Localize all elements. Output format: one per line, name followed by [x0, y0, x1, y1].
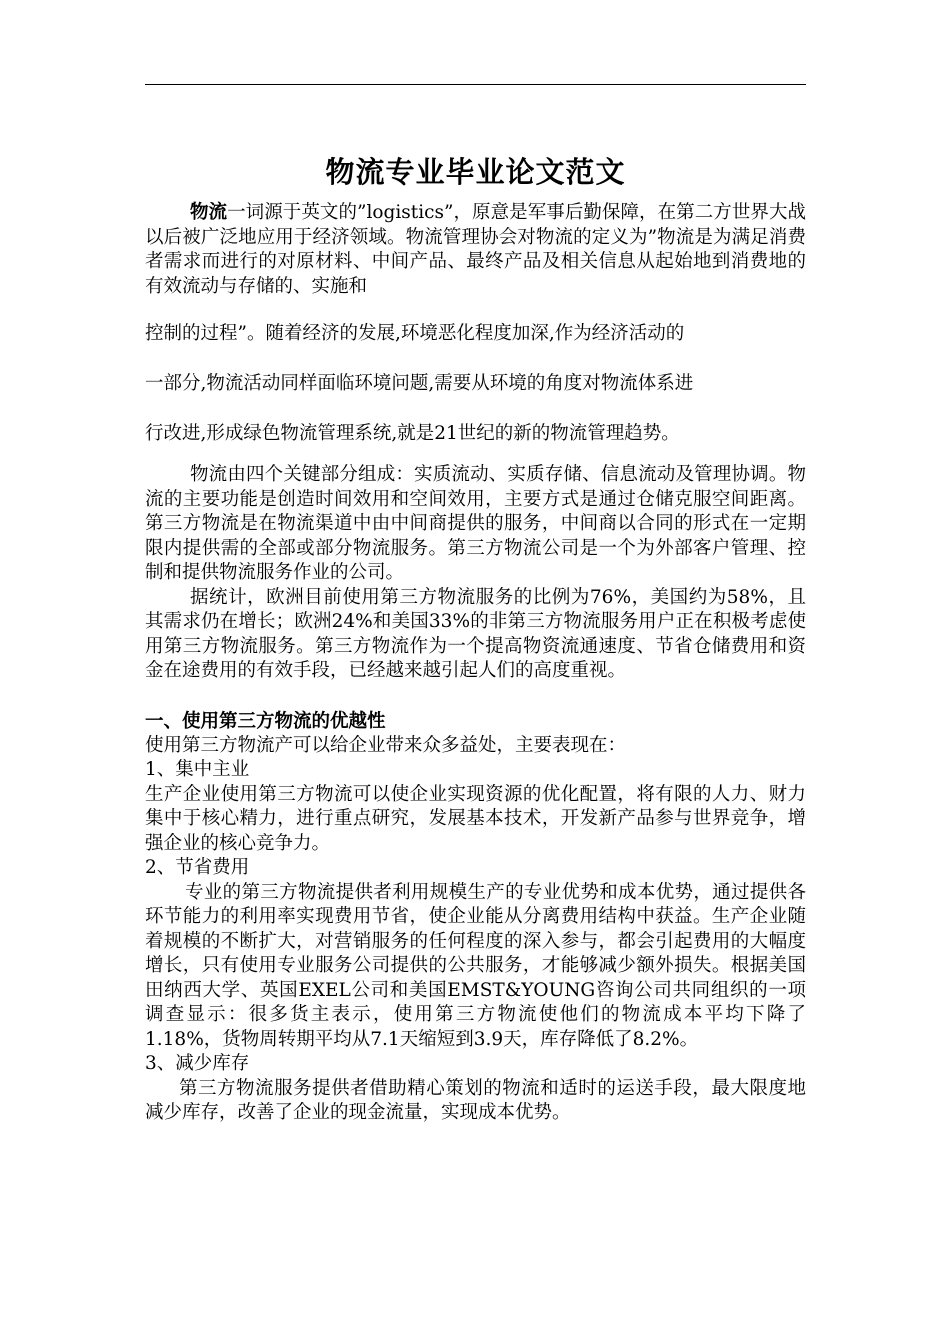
item-2-title: 2、节省费用: [145, 857, 250, 878]
item-1-title: 1、集中主业: [145, 759, 250, 780]
item-2-text: 专业的第三方物流提供者利用规模生产的专业优势和成本优势，通过提供各环节能力的利用率实现费用节省，使企业能从分离费用结构中获益。生产企业随着规模的不断扩大，对营销服务的任何程度的深入参与，都会引起费用的大幅度增长，只有使用专业服务公司提供的公共服务，才能够减少额外损失。根据美国田纳西大学、英国EXEL公司和美国EMST&YOUNG咨询公司共同组织的一项调查显示：很多货主表示，使用第三方物流使他们的物流成本平均下降了1.18%，货物周转期平均从7.1天缩短到3.9天，库存降低了8.2%。: [145, 881, 806, 1050]
intro-paragraph: [145, 201, 806, 299]
page-title: 物流专业毕业论文范文: [325, 155, 626, 189]
item-1-text: 生产企业使用第三方物流可以使企业实现资源的优化配置，将有限的人力、财力集中于核心精力，进行重点研究，发展基本技术，开发新产品参与世界竞争，增强企业的核心竞争力。: [145, 783, 806, 854]
intro-lead-bold: 物流: [190, 202, 228, 223]
item-3-text: 第三方物流服务提供者借助精心策划的物流和适时的运送手段，最大限度地减少库存，改善了企业的现金流量，实现成本优势。: [145, 1077, 806, 1123]
paragraph-3: 据统计，欧洲目前使用第三方物流服务的比例为76%，美国约为58%，且其需求仍在增长；欧洲24%和美国33%的非第三方物流服务用户正在积极考虑使用第三方物流服务。第三方物流作为一个提高物资流通速度、节省仓储费用和资金在途费用的有效手段，已经越来越引起人们的高度重视。: [145, 586, 806, 681]
intro-text: 一词源于英文的”logistics”，原意是军事后勤保障，在第二方世界大战以后被广泛地应用于经济领域。物流管理协会对物流的定义为”物流是为满足消费者需求而进行的对原材料、中间产品、最终产品及相关信息从起始地到消费地的有效流动与存储的、实施和: [145, 202, 806, 297]
section-1-heading: 一、使用第三方物流的优越性: [145, 710, 386, 732]
intro-line-7: 行改进,形成绿色物流管理系统,就是21世纪的新的物流管理趋势。: [145, 423, 680, 444]
intro-line-6: 一部分,物流活动同样面临环境问题,需要从环境的角度对物流体系进: [145, 373, 694, 394]
item-3-title: 3、减少库存: [145, 1053, 250, 1074]
header-rule: [145, 84, 806, 85]
paragraph-2: 物流由四个关键部分组成：实质流动、实质存储、信息流动及管理协调。物流的主要功能是创造时间效用和空间效用，主要方式是通过仓储克服空间距离。第三方物流是在物流渠道中由中间商提供的服务，中间商以合同的形式在一定期限内提供需的全部或部分物流服务。第三方物流公司是一个为外部客户管理、控制和提供物流服务作业的公司。: [145, 464, 806, 583]
intro-line-5: 控制的过程”。随着经济的发展,环境恶化程度加深,作为经济活动的: [145, 323, 685, 344]
document-body: [145, 150, 806, 1126]
section-1-intro: 使用第三方物流产可以给企业带来众多益处，主要表现在：: [145, 734, 627, 756]
